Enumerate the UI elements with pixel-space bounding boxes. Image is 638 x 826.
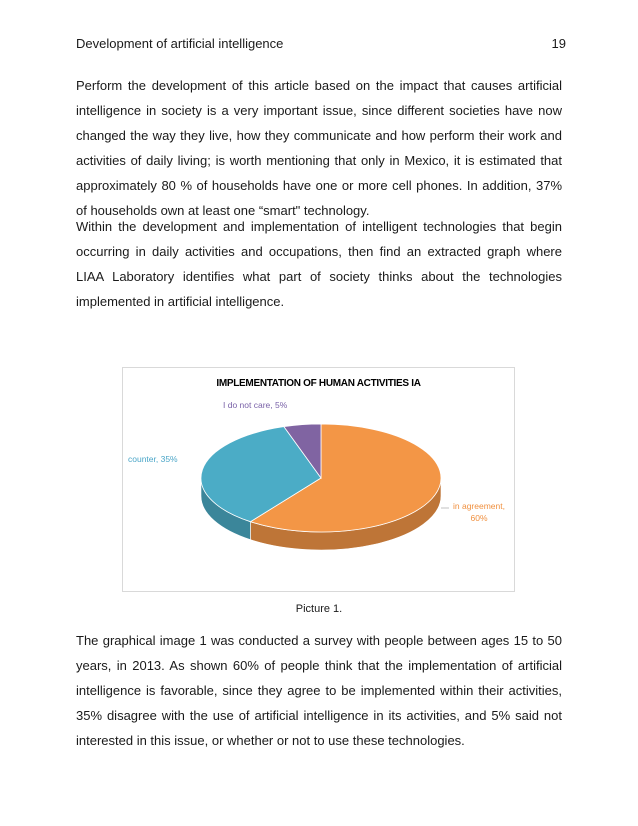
paragraph-graph-intro: Within the development and implementation of intelligent technologies that begin occurring in daily activities and occupations, then find an extracted graph where LIAA Laboratory identifies what part of society thinks about the technologies implemented in artificial intelligence. xyxy=(76,219,562,309)
pie-chart-svg xyxy=(123,368,516,593)
paragraph-intro: Perform the development of this article based on the impact that causes artificial intelligence in society is a very important issue, since different societies have now changed the way they live, how they communicate and how perform their work and activities of daily living; is worth mentioning that only in Mexico, it is estimated that approximately 80 % of households have one or more cell phones. In addition, 37% of households own at least one “smart" technology. xyxy=(76,78,562,218)
label-counter: counter, 35% xyxy=(128,454,178,464)
paragraph-analysis: The graphical image 1 was conducted a survey with people between ages 15 to 50 years, in 2013. As shown 60% of people think that the implementation of artificial intelligence is favorable, since they agree to be implemented within their activities, 35% disagree with the use of artificial intelligence in its activities, and 5% said not interested in this issue, or whether or not to use these technologies. xyxy=(76,633,562,748)
label-in-agreement: in agreement, 60% xyxy=(453,501,505,523)
figure-caption: Picture 1. xyxy=(295,603,343,615)
chart-title: IMPLEMENTATION OF HUMAN ACTIVITIES IA xyxy=(216,378,421,389)
page-number: 19 xyxy=(551,36,566,51)
label-i-do-not-care: I do not care, 5% xyxy=(223,400,288,410)
pie-chart xyxy=(122,367,515,592)
header-title: Development of artificial intelligence xyxy=(76,36,284,51)
